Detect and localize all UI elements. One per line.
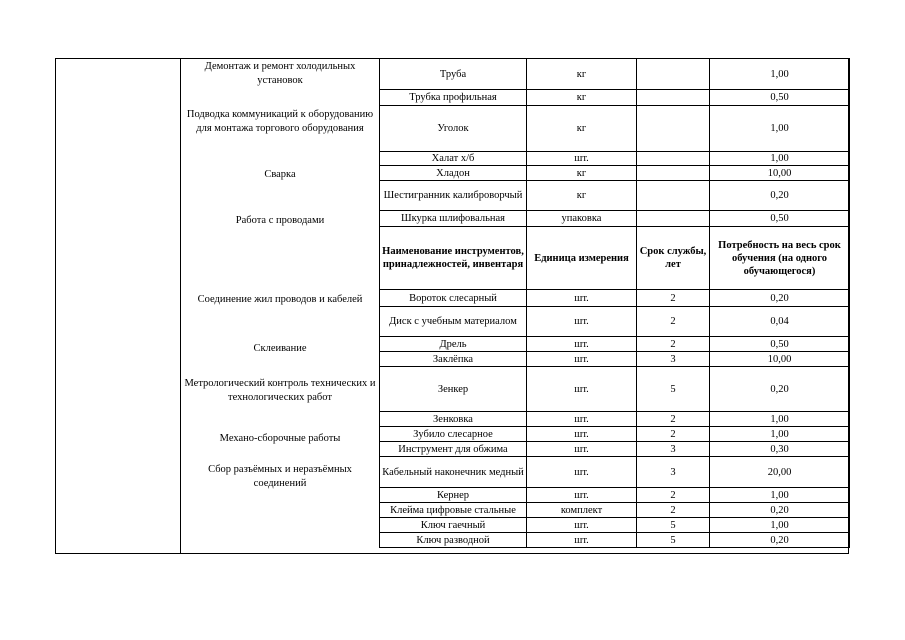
item-unit: шт. bbox=[527, 533, 637, 548]
table-row bbox=[380, 90, 850, 106]
table-row bbox=[380, 503, 850, 518]
item-life: 2 bbox=[637, 503, 710, 518]
item-unit: шт. bbox=[527, 457, 637, 488]
work-item: Метрологический контроль технических и технологических работ bbox=[184, 378, 376, 403]
item-name: Зенкер bbox=[380, 367, 527, 412]
item-need: 1,00 bbox=[710, 427, 850, 442]
item-life: 2 bbox=[637, 307, 710, 337]
table-row bbox=[380, 307, 850, 337]
item-name: Вороток слесарный bbox=[380, 290, 527, 307]
item-life: 2 bbox=[637, 412, 710, 427]
item-unit: шт. bbox=[527, 307, 637, 337]
header-unit: Единица измерения bbox=[527, 227, 637, 290]
header-need: Потребность на весь срок обучения (на одного обучающегося) bbox=[710, 227, 850, 290]
table-row bbox=[380, 152, 850, 166]
item-need: 1,00 bbox=[710, 59, 850, 90]
item-unit: кг bbox=[527, 106, 637, 152]
item-life: 3 bbox=[637, 457, 710, 488]
item-life bbox=[637, 181, 710, 211]
item-need: 1,00 bbox=[710, 488, 850, 503]
item-life: 5 bbox=[637, 518, 710, 533]
item-name: Инструмент для обжима bbox=[380, 442, 527, 457]
item-unit: кг bbox=[527, 90, 637, 106]
work-item: Соединение жил проводов и кабелей bbox=[197, 294, 363, 305]
item-name: Ключ разводной bbox=[380, 533, 527, 548]
table-row bbox=[380, 290, 850, 307]
item-unit: шт. bbox=[527, 367, 637, 412]
item-name: Трубка профильная bbox=[380, 90, 527, 106]
item-name: Труба bbox=[380, 59, 527, 90]
table-row bbox=[380, 367, 850, 412]
work-item: Сварка bbox=[264, 169, 296, 180]
item-need: 1,00 bbox=[710, 106, 850, 152]
table-row bbox=[380, 106, 850, 152]
item-name: Кабельный наконечник медный bbox=[380, 457, 527, 488]
work-item: Работа с проводами bbox=[235, 215, 325, 226]
item-life bbox=[637, 90, 710, 106]
table-row bbox=[380, 352, 850, 367]
item-name: Шестигранник калиброворчый bbox=[380, 181, 527, 211]
item-need: 1,00 bbox=[710, 412, 850, 427]
equipment-table bbox=[379, 58, 850, 548]
item-unit: кг bbox=[527, 59, 637, 90]
item-unit: шт. bbox=[527, 152, 637, 166]
header-name: Наименование инструментов, принадлежностей, инвентаря bbox=[380, 227, 527, 290]
item-unit: упаковка bbox=[527, 211, 637, 227]
item-need: 20,00 bbox=[710, 457, 850, 488]
table-row bbox=[380, 427, 850, 442]
item-life: 5 bbox=[637, 533, 710, 548]
item-need: 0,20 bbox=[710, 290, 850, 307]
work-item: Сбор разъёмных и неразъёмных соединений bbox=[208, 464, 352, 489]
work-item: Демонтаж и ремонт холодильных установок bbox=[204, 61, 356, 86]
item-need: 0,30 bbox=[710, 442, 850, 457]
item-unit: шт. bbox=[527, 427, 637, 442]
item-need: 0,50 bbox=[710, 90, 850, 106]
item-need: 0,50 bbox=[710, 337, 850, 352]
item-unit: шт. bbox=[527, 442, 637, 457]
item-unit: кг bbox=[527, 181, 637, 211]
table-row bbox=[380, 412, 850, 427]
table-row bbox=[380, 488, 850, 503]
item-unit: шт. bbox=[527, 412, 637, 427]
item-unit: шт. bbox=[527, 518, 637, 533]
table-row bbox=[380, 337, 850, 352]
item-unit: комплект bbox=[527, 503, 637, 518]
item-need: 1,00 bbox=[710, 518, 850, 533]
item-life bbox=[637, 59, 710, 90]
item-unit: кг bbox=[527, 166, 637, 181]
header-life: Срок службы, лет bbox=[637, 227, 710, 290]
item-name: Уголок bbox=[380, 106, 527, 152]
item-name: Дрель bbox=[380, 337, 527, 352]
item-life: 2 bbox=[637, 488, 710, 503]
work-item: Механо-сборочные работы bbox=[219, 433, 341, 444]
table-row bbox=[380, 211, 850, 227]
item-life bbox=[637, 166, 710, 181]
item-name: Кернер bbox=[380, 488, 527, 503]
item-name: Зенковка bbox=[380, 412, 527, 427]
item-need: 0,20 bbox=[710, 533, 850, 548]
table-row bbox=[380, 59, 850, 90]
item-name: Хладон bbox=[380, 166, 527, 181]
item-life bbox=[637, 152, 710, 166]
item-need: 1,00 bbox=[710, 152, 850, 166]
item-name: Зубило слесарное bbox=[380, 427, 527, 442]
item-life: 2 bbox=[637, 427, 710, 442]
item-name: Ключ гаечный bbox=[380, 518, 527, 533]
table-row bbox=[380, 181, 850, 211]
table-row bbox=[380, 166, 850, 181]
item-life: 2 bbox=[637, 337, 710, 352]
tools-header-row bbox=[380, 227, 850, 290]
item-unit: шт. bbox=[527, 290, 637, 307]
table-row bbox=[380, 533, 850, 548]
item-name: Клейма цифровые стальные bbox=[380, 503, 527, 518]
item-need: 0,20 bbox=[710, 181, 850, 211]
item-name: Халат х/б bbox=[380, 152, 527, 166]
item-life: 3 bbox=[637, 442, 710, 457]
item-life: 3 bbox=[637, 352, 710, 367]
table-row bbox=[380, 518, 850, 533]
item-life: 5 bbox=[637, 367, 710, 412]
work-item: Склеивание bbox=[253, 343, 307, 354]
item-name: Заклёпка bbox=[380, 352, 527, 367]
item-life bbox=[637, 211, 710, 227]
item-need: 0,20 bbox=[710, 367, 850, 412]
item-need: 0,04 bbox=[710, 307, 850, 337]
item-unit: шт. bbox=[527, 352, 637, 367]
work-item: Подводка коммуникаций к оборудованию для монтажа торгового оборудования bbox=[186, 109, 374, 134]
item-need: 0,50 bbox=[710, 211, 850, 227]
item-need: 10,00 bbox=[710, 166, 850, 181]
table-row bbox=[380, 457, 850, 488]
item-life: 2 bbox=[637, 290, 710, 307]
item-name: Диск с учебным материалом bbox=[380, 307, 527, 337]
item-need: 0,20 bbox=[710, 503, 850, 518]
item-life bbox=[637, 106, 710, 152]
item-need: 10,00 bbox=[710, 352, 850, 367]
item-name: Шкурка шлифовальная bbox=[380, 211, 527, 227]
item-unit: шт. bbox=[527, 337, 637, 352]
item-unit: шт. bbox=[527, 488, 637, 503]
table-row bbox=[380, 442, 850, 457]
